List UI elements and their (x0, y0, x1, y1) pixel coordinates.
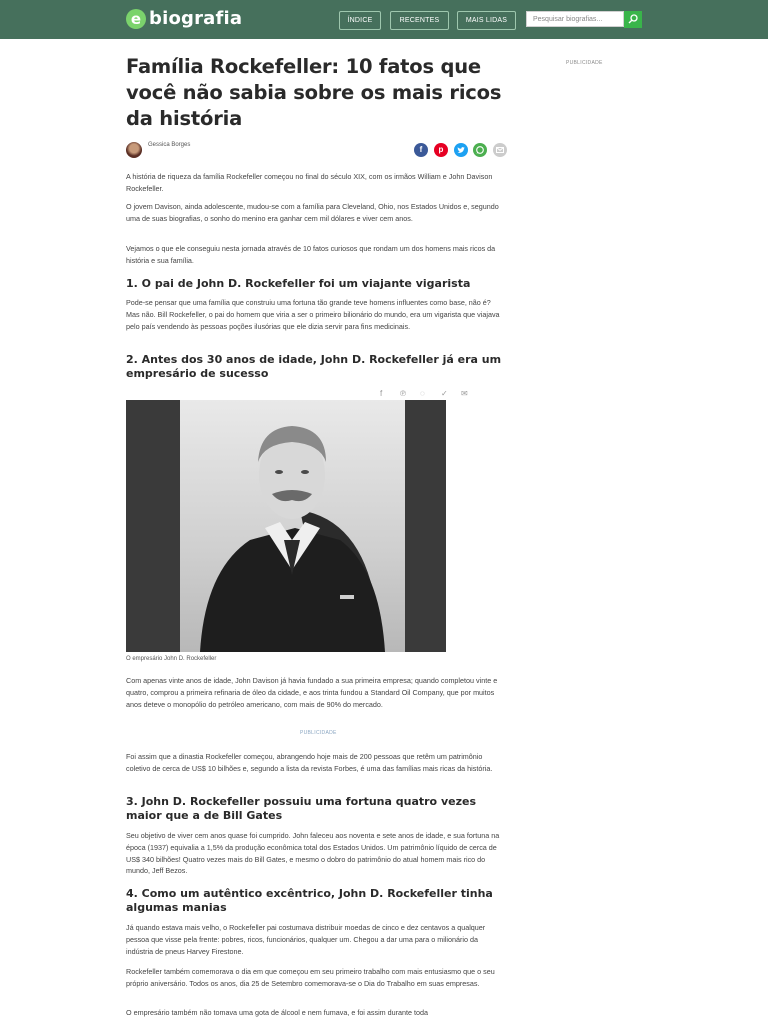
pinterest-icon: ℗ (400, 389, 406, 398)
section-heading: 3. John D. Rockefeller possuiu uma fortuna quatro vezes maior que a de Bill Gates (126, 795, 476, 822)
search-icon (628, 14, 638, 24)
article-title: Família Rockefeller: 10 fatos que você não sabia sobre os mais ricos da história (126, 55, 502, 130)
image-share-facebook[interactable] (380, 389, 382, 398)
intro-paragraph: O jovem Davison, ainda adolescente, mudou-se com a família para Cleveland, Ohio, nos Estados Unidos e, segundo uma de suas biografias, o sonho do menino era ganhar cem mil dólares e viver cem anos. (126, 202, 499, 223)
section-paragraph: Pode-se pensar que uma família que construiu uma fortuna tão grande teve homens influentes como base, não é? Mas não. Bill Rockefeller, o pai do homem que viria a ser o primeiro bilionário do mundo, era um vigarista que viajava pelo país vendendo às pessoas poções ilusórias que ele dizia servir para fins medicinais. (126, 298, 500, 331)
email-icon (493, 143, 507, 157)
image-share-email[interactable] (461, 389, 468, 398)
advertisement-label: PUBLICIDADE (566, 60, 603, 66)
twitter-icon: ✓ (441, 389, 448, 398)
section-heading: 1. O pai de John D. Rockefeller foi um viajante vigarista (126, 277, 471, 290)
section-paragraph: Já quando estava mais velho, o Rockefeller pai costumava distribuir moedas de cinco e dez centavos a qualquer pessoa que visse pela frente: pobres, ricos, funcionários, qualquer um. Chegou a dar uma para o milionário da indústria de pneus Harvey Firestone. (126, 923, 486, 956)
share-email-button[interactable] (493, 143, 507, 157)
logo-text: biografia (149, 8, 243, 29)
section-paragraph: Rockefeller também comemorava o dia em que começou em seu primeiro trabalho com mais entusiasmo que o seu próprio aniversário. Todos os anos, dia 25 de Setembro comemorava-se o Dia do Trabalho em suas empresas. (126, 967, 495, 988)
nav-mais-lidas-button[interactable]: MAIS LIDAS (457, 11, 516, 30)
portrait-illustration (180, 400, 405, 652)
facebook-icon: f (419, 145, 423, 154)
image-share-twitter[interactable] (441, 389, 448, 398)
section-paragraph: Com apenas vinte anos de idade, John Davison já havia fundado a sua primeira empresa; quando completou vinte e quatro, comprou a primeira refinaria de óleo da cidade, e aos trinta fundou a Standard Oil Company, que por muitos anos deteve o monopólio do petróleo americano, com mais de 90% do mercado. (126, 676, 498, 709)
whatsapp-icon: ◌ (420, 389, 425, 398)
section-heading: 2. Antes dos 30 anos de idade, John D. Rockefeller já era um empresário de sucesso (126, 353, 502, 380)
share-twitter-button[interactable] (454, 143, 468, 157)
nav-indice-button[interactable]: ÍNDICE (339, 11, 381, 30)
site-logo[interactable] (126, 8, 242, 29)
search-button[interactable] (624, 11, 642, 28)
top-navigation-bar (0, 0, 768, 39)
whatsapp-icon (473, 143, 487, 157)
facebook-icon: f (380, 389, 383, 398)
image-share-pinterest[interactable] (400, 389, 406, 398)
article-photo (126, 400, 446, 652)
section-paragraph: Seu objetivo de viver cem anos quase foi cumprido. John faleceu aos noventa e sete anos de idade, e sua fortuna na época (1937) equivalia a 1,5% da produção econômica total dos Estados Unidos. Um patrimônio líquido de cerca de US$ 340 bilhões! Quatro vezes mais do Bill Gates, e mesmo o dobro do patrimônio do atual homem mais rico do mundo, Jeff Bezos. (126, 831, 500, 876)
search-input[interactable]: Pesquisar biografias... (526, 11, 624, 27)
section-heading: 4. Como um autêntico excêntrico, John D. Rockefeller tinha algumas manias (126, 887, 493, 914)
author-avatar[interactable] (126, 142, 142, 158)
twitter-icon (454, 143, 468, 157)
image-share-whatsapp[interactable] (420, 389, 425, 398)
photo-caption: O empresário John D. Rockefeller (126, 656, 217, 662)
advertisement-label: PUBLICIDADE (300, 730, 337, 736)
section-paragraph: Foi assim que a dinastia Rockefeller começou, abrangendo hoje mais de 200 pessoas que retêm um patrimônio coletivo de cerca de US$ 10 bilhões e, segundo a lista da revista Forbes, é uma das famílias mais ricas da história. (126, 752, 493, 773)
portrait-background (180, 400, 405, 652)
share-facebook-button[interactable] (414, 143, 428, 157)
nav-recentes-button[interactable]: RECENTES (390, 11, 449, 30)
pinterest-icon: p (438, 145, 444, 154)
share-whatsapp-button[interactable] (473, 143, 487, 157)
intro-paragraph: A história de riqueza da família Rockefeller começou no final do século XIX, com os irmãos William e John Davison Rockefeller. (126, 172, 493, 193)
logo-mark: e (126, 9, 146, 29)
share-pinterest-button[interactable] (434, 143, 448, 157)
email-icon: ✉ (461, 389, 468, 398)
section-paragraph: O empresário também não tomava uma gota de álcool e nem fumava, e foi assim durante toda (126, 1008, 429, 1017)
intro-paragraph: Vejamos o que ele conseguiu nesta jornada através de 10 fatos curiosos que rondam um dos homens mais ricos da história e sua família. (126, 244, 496, 265)
author-name[interactable]: Gessica Borges (148, 142, 191, 148)
